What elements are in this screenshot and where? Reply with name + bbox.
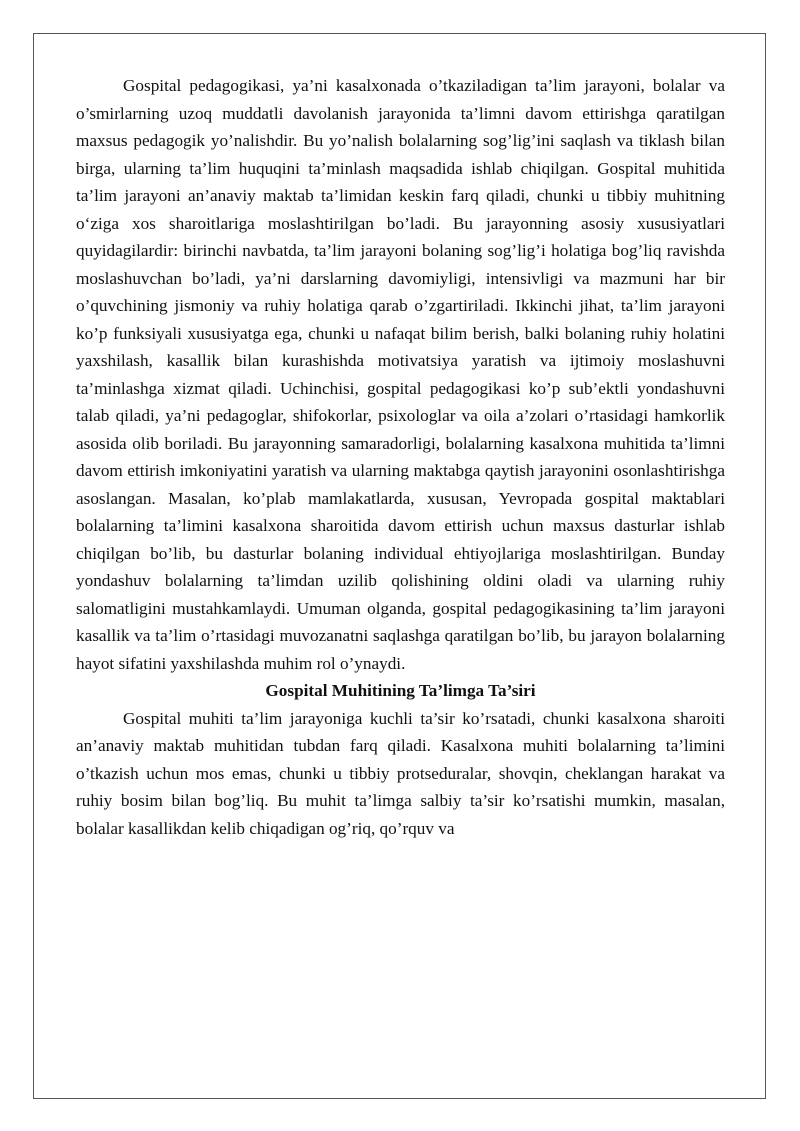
body-paragraph: Gospital pedagogikasi, ya’ni kasalxonada o’tkaziladigan ta’lim jarayoni, bolalar va o’smirlarning uzoq muddatli davolanish jarayonida ta’limni davom ettirishga qaratilgan maxsus pedagogik yo’nalishdir. Bu yo’nalish bolalarning sog’lig’ini saqlash va tiklash bilan birga, ularning ta’lim huquqini ta’minlash maqsadida ishlab chiqilgan. Gospital muhitida ta’lim jarayoni an’anaviy maktab ta’limidan keskin farq qiladi, chunki u tibbiy muhitning oʻziga xos sharoitlariga moslashtirilgan bo’ladi. Bu jarayonning asosiy xususiyatlari quyidagilardir: birinchi navbatda, ta’lim jarayoni bolaning sog’lig’i holatiga bog’liq ravishda moslashuvchan bo’ladi, ya’ni darslarning davomiyligi, intensivligi va mazmuni har bir o’quvchining jismoniy va ruhiy holatiga qarab o’zgartiriladi. Ikkinchi jihat, ta’lim jarayoni ko’p funksiyali xususiyatga ega, chunki u nafaqat bilim berish, balki bolaning ruhiy holatini yaxshilash, kasallik bilan kurashishda motivatsiya yaratish va ijtimoiy moslashuvni ta’minlashga xizmat qiladi. Uchinchisi, gospital pedagogikasi ko’p sub’ektli yondashuvni talab qiladi, ya’ni pedagoglar, shifokorlar, psixologlar va oila a’zolari o’rtasidagi hamkorlik asosida olib boriladi. Bu jarayonning samaradorligi, bolalarning kasalxona muhitida ta’limni davom ettirish imkoniyatini yaratish va ularning maktabga qaytish jarayonini osonlashtirishga asoslangan. Masalan, ko’plab mamlakatlarda, xususan, Yevropada gospital maktablari bolalarning ta’limini kasalxona sharoitida davom ettirish uchun maxsus dasturlar ishlab chiqilgan bo’lib, bu dasturlar bolaning individual ehtiyojlariga moslashtirilgan. Bunday yondashuv bolalarning ta’limdan uzilib qolishining oldini oladi va ularning ruhiy salomatligini mustahkamlaydi. Umuman olganda, gospital pedagogikasining ta’lim jarayoni kasallik va ta’lim o’rtasidagi muvozanatni saqlashga qaratilgan bo’lib, bu jarayon bolalarning hayot sifatini yaxshilashda muhim rol o’ynaydi. bbox=[76, 76, 725, 673]
document-body bbox=[76, 72, 725, 842]
body-paragraph: Gospital muhiti ta’lim jarayoniga kuchli ta’sir ko’rsatadi, chunki kasalxona sharoiti an’anaviy maktab muhitidan tubdan farq qiladi. Kasalxona muhiti bolalarning ta’limini o’tkazish uchun mos emas, chunki u tibbiy protseduralar, shovqin, cheklangan harakat va ruhiy bosim bilan bog’liq. Bu muhit ta’limga salbiy ta’sir ko’rsatishi mumkin, masalan, bolalar kasallikdan kelib chiqadigan og’riq, qo’rquv va bbox=[76, 708, 725, 838]
section-heading: Gospital Muhitining Ta’limga Ta’siri bbox=[265, 681, 536, 700]
